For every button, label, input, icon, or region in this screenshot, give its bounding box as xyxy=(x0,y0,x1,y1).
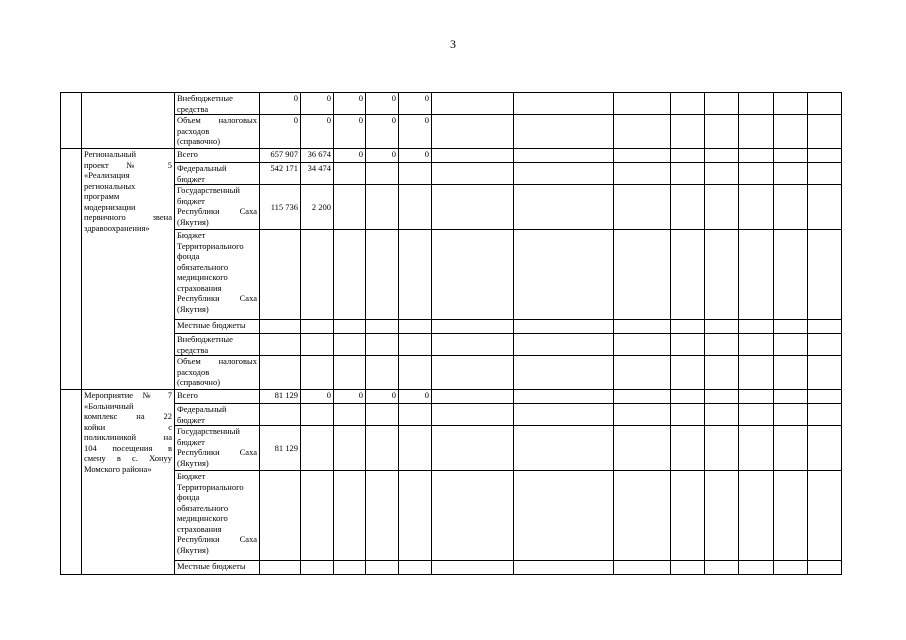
funding-source-line: Бюджет xyxy=(177,471,206,481)
project-name-line: комплекс на 22 xyxy=(84,411,172,421)
value-cell: 115 736 xyxy=(260,185,301,230)
funding-source-line: (справочно) xyxy=(177,377,221,387)
empty-cell xyxy=(808,163,842,185)
empty-cell xyxy=(739,426,774,471)
funding-source-line: Федеральный xyxy=(177,163,227,173)
empty-cell xyxy=(774,404,808,426)
empty-cell xyxy=(705,356,739,390)
funding-source-cell xyxy=(175,320,260,334)
funding-source-line: средства xyxy=(177,103,209,114)
empty-cell xyxy=(808,471,842,561)
project-name-line: программ xyxy=(84,191,120,201)
empty-cell xyxy=(808,93,842,115)
value-cell xyxy=(334,163,366,185)
page-number: 3 xyxy=(450,37,456,51)
empty-cell xyxy=(514,149,614,163)
value-cell: 0 xyxy=(366,149,399,163)
empty-cell xyxy=(774,356,808,390)
value-cell: 0 xyxy=(334,149,366,163)
empty-cell xyxy=(514,115,614,149)
value-cell xyxy=(366,356,399,390)
value-cell xyxy=(334,561,366,575)
value-cell: 0 xyxy=(399,149,432,163)
value-cell: 36 674 xyxy=(301,149,334,163)
empty-cell xyxy=(739,149,774,163)
project-name-cell xyxy=(82,149,175,390)
empty-cell xyxy=(808,149,842,163)
value-cell xyxy=(399,471,432,561)
empty-cell xyxy=(671,163,705,185)
empty-cell xyxy=(774,561,808,575)
value-cell: 0 xyxy=(334,93,366,115)
funding-source-line: Бюджет xyxy=(177,230,206,240)
funding-source-line: Местные бюджеты xyxy=(177,320,246,330)
funding-source-line: Государственный xyxy=(177,426,240,436)
value-cell xyxy=(301,334,334,356)
empty-cell xyxy=(774,185,808,230)
empty-cell xyxy=(671,320,705,334)
empty-cell xyxy=(671,426,705,471)
value-cell xyxy=(399,426,432,471)
empty-cell xyxy=(705,561,739,575)
budget-table xyxy=(60,92,842,575)
table-row xyxy=(61,334,842,356)
empty-cell xyxy=(739,471,774,561)
value-cell xyxy=(399,320,432,334)
funding-source-line: Всего xyxy=(177,390,198,400)
funding-source-line: обязательного xyxy=(177,502,229,513)
empty-cell xyxy=(671,93,705,115)
table-row xyxy=(61,115,842,149)
empty-cell xyxy=(739,561,774,575)
value-cell: 0 xyxy=(366,115,399,149)
empty-cell xyxy=(514,471,614,561)
funding-source-line: бюджет xyxy=(177,195,205,206)
empty-cell xyxy=(739,404,774,426)
funding-source-line: страхования xyxy=(177,282,222,293)
funding-source-line: медицинского xyxy=(177,272,228,282)
value-cell xyxy=(260,320,301,334)
empty-cell xyxy=(774,163,808,185)
value-cell: 81 129 xyxy=(260,426,301,471)
empty-cell xyxy=(705,93,739,115)
value-cell xyxy=(334,334,366,356)
empty-cell xyxy=(614,334,671,356)
value-cell xyxy=(399,561,432,575)
empty-cell xyxy=(432,404,514,426)
funding-source-line: Республики Саха xyxy=(177,293,257,303)
value-cell xyxy=(260,334,301,356)
value-cell xyxy=(301,230,334,320)
value-cell xyxy=(366,426,399,471)
funding-source-line: бюджет xyxy=(177,436,205,447)
project-name-cell xyxy=(82,93,175,149)
empty-cell xyxy=(808,185,842,230)
value-cell xyxy=(366,334,399,356)
funding-source-line: Местные бюджеты xyxy=(177,561,246,571)
value-cell xyxy=(334,320,366,334)
value-cell xyxy=(399,356,432,390)
empty-cell xyxy=(432,320,514,334)
funding-source-line: фонда xyxy=(177,251,200,261)
row-number-cell xyxy=(61,390,82,575)
value-cell: 0 xyxy=(301,390,334,404)
funding-source-cell xyxy=(175,426,260,471)
funding-source-line: Государственный xyxy=(177,185,240,195)
empty-cell xyxy=(671,334,705,356)
empty-cell xyxy=(514,561,614,575)
table-row xyxy=(61,426,842,471)
empty-cell xyxy=(774,390,808,404)
value-cell xyxy=(260,230,301,320)
empty-cell xyxy=(614,404,671,426)
project-name-line: первичного звена xyxy=(84,212,172,222)
empty-cell xyxy=(705,163,739,185)
project-name-line: «Больничный xyxy=(84,400,134,411)
project-name-line: региональных xyxy=(84,180,136,191)
value-cell xyxy=(334,230,366,320)
empty-cell xyxy=(739,334,774,356)
value-cell xyxy=(301,356,334,390)
empty-cell xyxy=(705,115,739,149)
funding-source-line: Внебюджетные xyxy=(177,334,233,344)
empty-cell xyxy=(739,163,774,185)
value-cell xyxy=(399,185,432,230)
empty-cell xyxy=(774,426,808,471)
empty-cell xyxy=(514,356,614,390)
empty-cell xyxy=(432,185,514,230)
empty-cell xyxy=(432,471,514,561)
value-cell: 0 xyxy=(301,115,334,149)
empty-cell xyxy=(808,230,842,320)
empty-cell xyxy=(614,471,671,561)
funding-source-line: Внебюджетные xyxy=(177,93,233,103)
empty-cell xyxy=(705,390,739,404)
funding-source-line: фонда xyxy=(177,492,200,502)
project-name-line: проект № 5 xyxy=(84,159,172,170)
value-cell xyxy=(399,334,432,356)
table-row xyxy=(61,390,842,404)
empty-cell xyxy=(705,426,739,471)
empty-cell xyxy=(614,149,671,163)
funding-source-cell xyxy=(175,230,260,320)
value-cell xyxy=(366,185,399,230)
empty-cell xyxy=(671,115,705,149)
empty-cell xyxy=(705,471,739,561)
empty-cell xyxy=(671,561,705,575)
empty-cell xyxy=(614,230,671,320)
empty-cell xyxy=(614,163,671,185)
table-row xyxy=(61,149,842,163)
empty-cell xyxy=(705,149,739,163)
empty-cell xyxy=(614,320,671,334)
empty-cell xyxy=(514,163,614,185)
project-name-line: здравоохранения» xyxy=(84,222,150,233)
empty-cell xyxy=(614,115,671,149)
funding-source-cell xyxy=(175,185,260,230)
table-row xyxy=(61,561,842,575)
empty-cell xyxy=(739,93,774,115)
value-cell xyxy=(399,163,432,185)
empty-cell xyxy=(808,426,842,471)
empty-cell xyxy=(671,390,705,404)
empty-cell xyxy=(739,115,774,149)
empty-cell xyxy=(432,149,514,163)
value-cell: 2 200 xyxy=(301,185,334,230)
funding-source-line: медицинского xyxy=(177,513,228,523)
table-row xyxy=(61,404,842,426)
funding-source-cell xyxy=(175,93,260,115)
value-cell xyxy=(301,426,334,471)
empty-cell xyxy=(432,426,514,471)
table-row xyxy=(61,185,842,230)
value-cell: 657 907 xyxy=(260,149,301,163)
funding-source-line: (Якутия) xyxy=(177,457,209,468)
empty-cell xyxy=(774,471,808,561)
funding-source-cell xyxy=(175,149,260,163)
empty-cell xyxy=(671,230,705,320)
project-name-line: Момского района» xyxy=(84,463,152,474)
empty-cell xyxy=(432,390,514,404)
project-name-line: койки с xyxy=(84,421,172,432)
funding-source-line: (Якутия) xyxy=(177,216,209,227)
empty-cell xyxy=(432,93,514,115)
project-name-line: Региональный xyxy=(84,149,136,159)
value-cell xyxy=(334,404,366,426)
empty-cell xyxy=(514,320,614,334)
funding-source-line: Федеральный xyxy=(177,404,227,414)
empty-cell xyxy=(808,390,842,404)
funding-source-line: средства xyxy=(177,344,209,355)
empty-cell xyxy=(514,334,614,356)
project-name-line: поликлиникой на xyxy=(84,432,172,442)
empty-cell xyxy=(514,185,614,230)
value-cell xyxy=(334,426,366,471)
funding-source-line: Республики Саха xyxy=(177,447,257,457)
funding-source-cell xyxy=(175,561,260,575)
empty-cell xyxy=(705,334,739,356)
value-cell: 0 xyxy=(334,115,366,149)
value-cell xyxy=(399,404,432,426)
project-name-line: «Реализация xyxy=(84,170,130,180)
value-cell: 0 xyxy=(301,93,334,115)
empty-cell xyxy=(739,185,774,230)
empty-cell xyxy=(774,320,808,334)
empty-cell xyxy=(739,230,774,320)
empty-cell xyxy=(808,561,842,575)
empty-cell xyxy=(774,115,808,149)
value-cell xyxy=(260,471,301,561)
empty-cell xyxy=(614,93,671,115)
funding-source-cell xyxy=(175,334,260,356)
project-name-line: модернизации xyxy=(84,201,136,212)
value-cell xyxy=(260,356,301,390)
empty-cell xyxy=(705,185,739,230)
value-cell: 0 xyxy=(399,93,432,115)
project-name-line: 104 посещения в xyxy=(84,442,172,453)
funding-source-line: бюджет xyxy=(177,173,205,184)
value-cell: 0 xyxy=(334,390,366,404)
funding-source-line: Республики Саха xyxy=(177,534,257,544)
empty-cell xyxy=(739,390,774,404)
value-cell xyxy=(399,230,432,320)
funding-source-line: Территориального xyxy=(177,240,244,251)
empty-cell xyxy=(514,426,614,471)
empty-cell xyxy=(705,404,739,426)
empty-cell xyxy=(614,426,671,471)
value-cell: 542 171 xyxy=(260,163,301,185)
value-cell xyxy=(334,471,366,561)
empty-cell xyxy=(808,115,842,149)
empty-cell xyxy=(774,334,808,356)
empty-cell xyxy=(774,93,808,115)
empty-cell xyxy=(705,230,739,320)
funding-source-line: расходов xyxy=(177,125,210,136)
empty-cell xyxy=(808,404,842,426)
funding-source-line: (Якутия) xyxy=(177,303,209,314)
table-row xyxy=(61,356,842,390)
value-cell: 0 xyxy=(260,93,301,115)
project-name-line: Мероприятие № 7 xyxy=(84,390,172,400)
table-row xyxy=(61,93,842,115)
funding-source-cell xyxy=(175,404,260,426)
row-number-cell xyxy=(61,93,82,149)
empty-cell xyxy=(514,390,614,404)
table-row xyxy=(61,320,842,334)
empty-cell xyxy=(432,230,514,320)
value-cell xyxy=(366,230,399,320)
empty-cell xyxy=(514,230,614,320)
funding-source-line: обязательного xyxy=(177,261,229,272)
funding-source-line: (Якутия) xyxy=(177,544,209,555)
row-number-cell xyxy=(61,149,82,390)
funding-source-line: страхования xyxy=(177,523,222,534)
empty-cell xyxy=(808,356,842,390)
value-cell xyxy=(260,561,301,575)
value-cell xyxy=(366,404,399,426)
empty-cell xyxy=(774,230,808,320)
empty-cell xyxy=(739,356,774,390)
value-cell xyxy=(260,404,301,426)
funding-source-line: Территориального xyxy=(177,481,244,492)
empty-cell xyxy=(671,471,705,561)
funding-source-line: расходов xyxy=(177,366,210,377)
funding-source-line: Всего xyxy=(177,149,198,159)
value-cell: 0 xyxy=(399,115,432,149)
empty-cell xyxy=(671,149,705,163)
funding-source-cell xyxy=(175,115,260,149)
empty-cell xyxy=(671,404,705,426)
empty-cell xyxy=(808,334,842,356)
value-cell: 0 xyxy=(399,390,432,404)
table-row xyxy=(61,163,842,185)
value-cell: 0 xyxy=(260,115,301,149)
funding-source-cell xyxy=(175,390,260,404)
value-cell xyxy=(366,163,399,185)
funding-source-cell xyxy=(175,471,260,561)
empty-cell xyxy=(432,115,514,149)
empty-cell xyxy=(514,404,614,426)
empty-cell xyxy=(671,185,705,230)
empty-cell xyxy=(614,561,671,575)
value-cell xyxy=(301,320,334,334)
empty-cell xyxy=(614,356,671,390)
value-cell xyxy=(334,185,366,230)
empty-cell xyxy=(671,356,705,390)
value-cell xyxy=(334,356,366,390)
empty-cell xyxy=(614,390,671,404)
empty-cell xyxy=(739,320,774,334)
project-name-cell xyxy=(82,390,175,575)
empty-cell xyxy=(705,320,739,334)
value-cell xyxy=(301,404,334,426)
empty-cell xyxy=(432,334,514,356)
funding-source-cell xyxy=(175,163,260,185)
empty-cell xyxy=(432,163,514,185)
empty-cell xyxy=(432,356,514,390)
funding-source-line: бюджет xyxy=(177,414,205,425)
funding-source-cell xyxy=(175,356,260,390)
empty-cell xyxy=(774,149,808,163)
empty-cell xyxy=(808,320,842,334)
value-cell xyxy=(301,471,334,561)
table-row xyxy=(61,471,842,561)
value-cell xyxy=(366,471,399,561)
funding-source-line: (справочно) xyxy=(177,136,221,146)
funding-source-line: Объем налоговых xyxy=(177,115,257,125)
table-row xyxy=(61,230,842,320)
empty-cell xyxy=(514,93,614,115)
empty-cell xyxy=(432,561,514,575)
value-cell: 0 xyxy=(366,390,399,404)
empty-cell xyxy=(614,185,671,230)
value-cell xyxy=(301,561,334,575)
project-name-line: смену в с. Хонуу xyxy=(84,453,172,463)
value-cell xyxy=(366,561,399,575)
funding-source-line: Объем налоговых xyxy=(177,356,257,366)
value-cell: 81 129 xyxy=(260,390,301,404)
value-cell xyxy=(366,320,399,334)
value-cell: 0 xyxy=(366,93,399,115)
value-cell: 34 474 xyxy=(301,163,334,185)
funding-source-line: Республики Саха xyxy=(177,206,257,216)
